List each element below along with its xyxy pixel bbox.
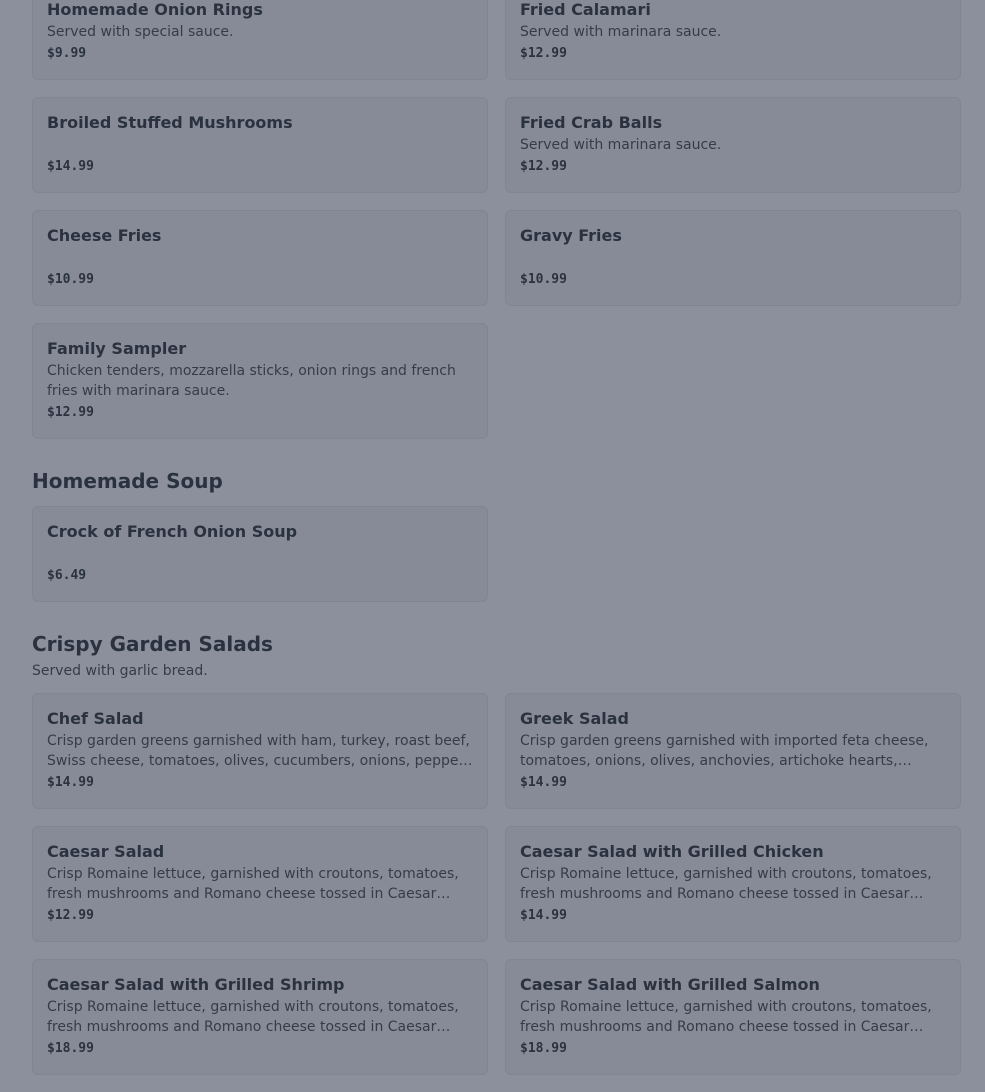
menu-item-description: Crisp Romaine lettuce, garnished with croutons, tomatoes, fresh mushrooms and Romano cheese tossed in Caesar — [520, 999, 932, 1035]
menu-item-card[interactable] — [505, 693, 961, 809]
menu-item-description: Crisp Romaine lettuce, garnished with croutons, tomatoes, fresh mushrooms and Romano cheese tossed in Caesar — [47, 999, 459, 1035]
menu-item-card[interactable] — [32, 0, 488, 80]
menu-item-card[interactable] — [505, 826, 961, 942]
menu-item-description: Crisp garden greens garnished with imported feta cheese, tomatoes, onions, olives, anchovies, artichoke hearts, — [520, 733, 929, 769]
menu-item-card[interactable] — [32, 97, 488, 193]
menu-item-description: Crisp Romaine lettuce, garnished with croutons, tomatoes, fresh mushrooms and Romano cheese tossed in Caesar — [47, 866, 459, 902]
menu-item-name: Crock of French Onion Soup — [47, 522, 298, 541]
section-title: Homemade Soup — [32, 469, 223, 493]
menu-item-name: Caesar Salad with Grilled Chicken — [520, 842, 824, 861]
menu-item-price: $14.99 — [520, 775, 567, 790]
menu-item-grid — [32, 0, 961, 439]
menu-item-name: Fried Calamari — [520, 0, 651, 19]
menu-item-price: $12.99 — [520, 159, 567, 174]
menu-item-description — [47, 135, 473, 155]
menu-item-price: $12.99 — [47, 908, 94, 923]
menu-item-name: Homemade Onion Rings — [47, 0, 263, 19]
menu-item-description — [520, 248, 946, 268]
menu-item-price: $12.99 — [520, 46, 567, 61]
menu-item-description: Served with special sauce. — [47, 24, 234, 40]
menu-item-description: Crisp Romaine lettuce, garnished with croutons, tomatoes, fresh mushrooms and Romano cheese tossed in Caesar — [520, 866, 932, 902]
menu-item-description: Crisp garden greens garnished with ham, turkey, roast beef, Swiss cheese, tomatoes, olives, cucumbers, onions, peppers — [47, 733, 472, 769]
menu-item-name: Chef Salad — [47, 709, 144, 728]
menu-item-price: $18.99 — [47, 1041, 94, 1056]
menu-item-description — [47, 248, 473, 268]
menu-item-grid — [32, 506, 961, 602]
menu-item-name: Caesar Salad — [47, 842, 165, 861]
menu-item-description: Chicken tenders, mozzarella sticks, onion rings and french fries with marinara sauce. — [47, 363, 456, 399]
menu-item-price: $14.99 — [47, 775, 94, 790]
menu-item-description — [47, 544, 473, 564]
menu-item-name: Broiled Stuffed Mushrooms — [47, 113, 293, 132]
menu-item-name: Cheese Fries — [47, 226, 162, 245]
menu-item-price: $9.99 — [47, 46, 87, 61]
menu-item-grid — [32, 693, 961, 1075]
menu-item-card[interactable] — [32, 210, 488, 306]
menu-item-card[interactable] — [505, 959, 961, 1075]
menu-item-name: Greek Salad — [520, 709, 629, 728]
section-title: Crispy Garden Salads — [32, 632, 273, 656]
menu-item-price: $6.49 — [47, 568, 87, 583]
menu-item-card[interactable] — [32, 506, 488, 602]
menu-content — [32, 0, 961, 1092]
menu-item-card[interactable] — [32, 323, 488, 439]
menu-item-name: Caesar Salad with Grilled Shrimp — [47, 975, 345, 994]
menu-item-description: Served with marinara sauce. — [520, 24, 722, 40]
menu-item-description: Served with marinara sauce. — [520, 137, 722, 153]
menu-item-name: Caesar Salad with Grilled Salmon — [520, 975, 820, 994]
menu-item-card[interactable] — [32, 959, 488, 1075]
menu-item-name: Fried Crab Balls — [520, 113, 663, 132]
menu-item-card[interactable] — [505, 97, 961, 193]
menu-item-card[interactable] — [505, 0, 961, 80]
menu-item-card[interactable] — [32, 826, 488, 942]
menu-item-name: Gravy Fries — [520, 226, 622, 245]
menu-item-price: $10.99 — [520, 272, 567, 287]
menu-item-name: Family Sampler — [47, 339, 187, 358]
menu-item-price: $18.99 — [520, 1041, 567, 1056]
menu-item-price: $14.99 — [520, 908, 567, 923]
menu-item-card[interactable] — [32, 693, 488, 809]
menu-item-price: $14.99 — [47, 159, 94, 174]
menu-item-price: $12.99 — [47, 405, 94, 420]
menu-item-card[interactable] — [505, 210, 961, 306]
section-note: Served with garlic bread. — [32, 663, 208, 679]
menu-item-price: $10.99 — [47, 272, 94, 287]
